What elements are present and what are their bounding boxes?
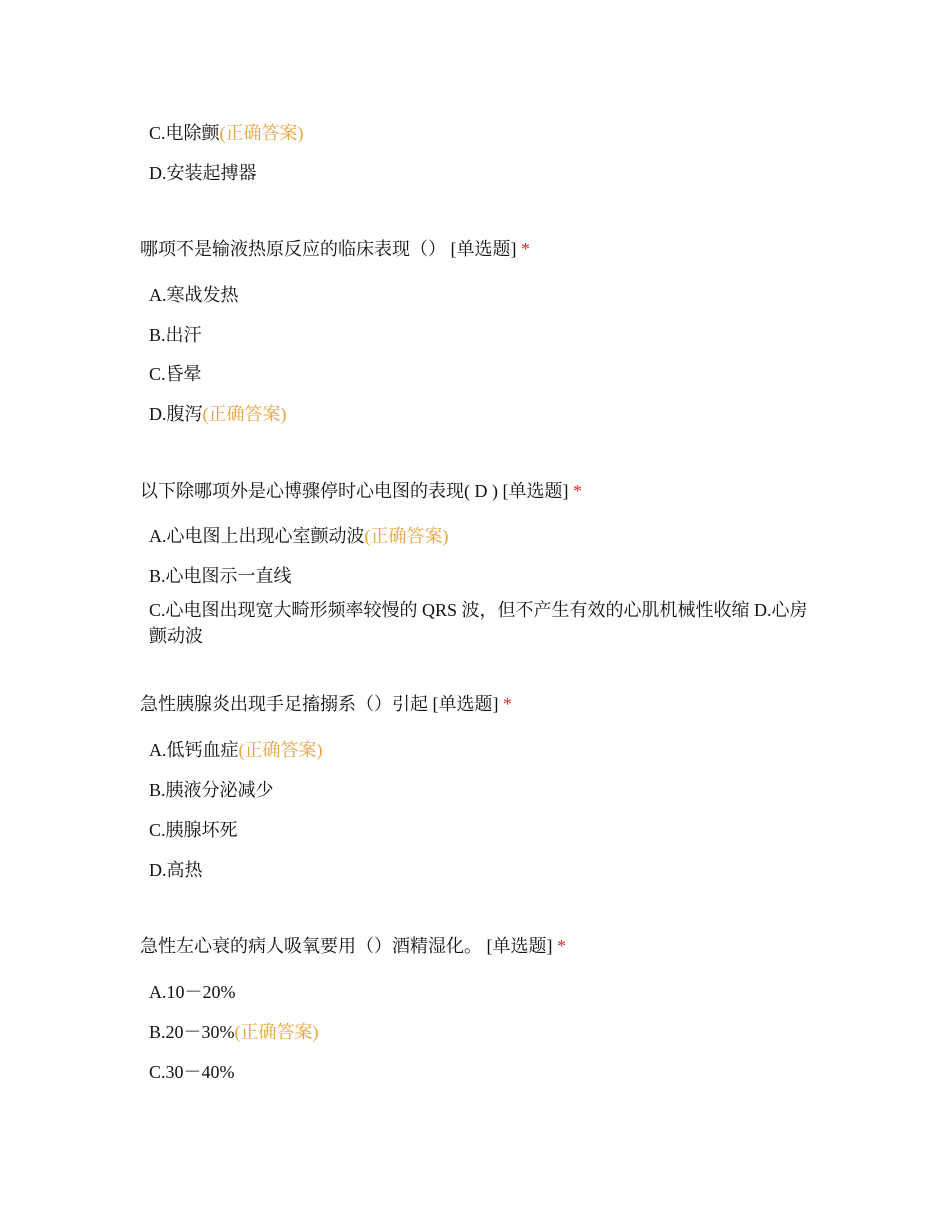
correct-answer-mark: (正确答案) xyxy=(219,123,304,143)
option-a-q4[interactable] xyxy=(149,981,236,1003)
required-mark: * xyxy=(503,694,512,714)
required-mark: * xyxy=(573,481,582,501)
option-text: C.电除颤 xyxy=(149,123,220,143)
option-d-q3[interactable] xyxy=(149,859,203,881)
option-a-q1[interactable] xyxy=(149,284,239,306)
option-c-q4[interactable] xyxy=(149,1061,235,1083)
correct-answer-mark: (正确答案) xyxy=(234,1022,319,1042)
question-type: [单选题] xyxy=(502,481,569,501)
option-text: C.心电图出现宽大畸形频率较慢的 QRS 波，但不产生有效的心肌机械性收缩 D.心房颤动波 xyxy=(149,600,808,646)
question-text: 急性胰腺炎出现手足搐搦系（）引起 xyxy=(140,694,433,714)
option-a-q2[interactable] xyxy=(149,525,449,547)
option-text: B.胰液分泌减少 xyxy=(149,780,274,800)
question-text: 以下除哪项外是心博骤停时心电图的表现( D ) xyxy=(140,481,503,501)
option-d-q1[interactable] xyxy=(149,403,287,425)
question-text: 哪项不是输液热原反应的临床表现（） xyxy=(140,239,451,259)
option-a-q3[interactable] xyxy=(149,739,323,761)
option-text: A.寒战发热 xyxy=(149,285,239,305)
option-b-q4[interactable] xyxy=(149,1021,319,1043)
option-text: A.低钙血症 xyxy=(149,740,239,760)
option-b-q2[interactable] xyxy=(149,565,292,587)
question-title-3 xyxy=(140,693,512,715)
correct-answer-mark: (正确答案) xyxy=(364,526,449,546)
option-c-q0[interactable] xyxy=(149,122,304,144)
question-title-1 xyxy=(140,238,530,260)
option-c-q1[interactable] xyxy=(149,363,202,385)
option-text: C.胰腺坏死 xyxy=(149,820,238,840)
correct-answer-mark: (正确答案) xyxy=(202,404,287,424)
question-type: [单选题] xyxy=(432,694,499,714)
option-c-q2[interactable] xyxy=(149,597,809,649)
question-title-4 xyxy=(140,935,566,957)
correct-answer-mark: (正确答案) xyxy=(238,740,323,760)
option-text: D.安装起搏器 xyxy=(149,163,257,183)
question-text: 急性左心衰的病人吸氧要用（）酒精湿化。 xyxy=(140,936,487,956)
option-text: A.心电图上出现心室颤动波 xyxy=(149,526,365,546)
option-text: C.昏晕 xyxy=(149,364,202,384)
option-text: C.30－40% xyxy=(149,1062,235,1082)
required-mark: * xyxy=(557,936,566,956)
option-c-q3[interactable] xyxy=(149,819,238,841)
option-text: D.腹泻 xyxy=(149,404,203,424)
option-text: D.高热 xyxy=(149,860,203,880)
option-text: B.出汗 xyxy=(149,325,202,345)
question-type: [单选题] xyxy=(486,936,553,956)
option-text: B.心电图示一直线 xyxy=(149,566,292,586)
option-b-q1[interactable] xyxy=(149,324,202,346)
required-mark: * xyxy=(521,239,530,259)
question-type: [单选题] xyxy=(450,239,517,259)
option-text: B.20－30% xyxy=(149,1022,235,1042)
option-b-q3[interactable] xyxy=(149,779,274,801)
option-text: A.10－20% xyxy=(149,982,236,1002)
option-d-q0[interactable] xyxy=(149,162,257,184)
question-title-2 xyxy=(140,480,582,502)
